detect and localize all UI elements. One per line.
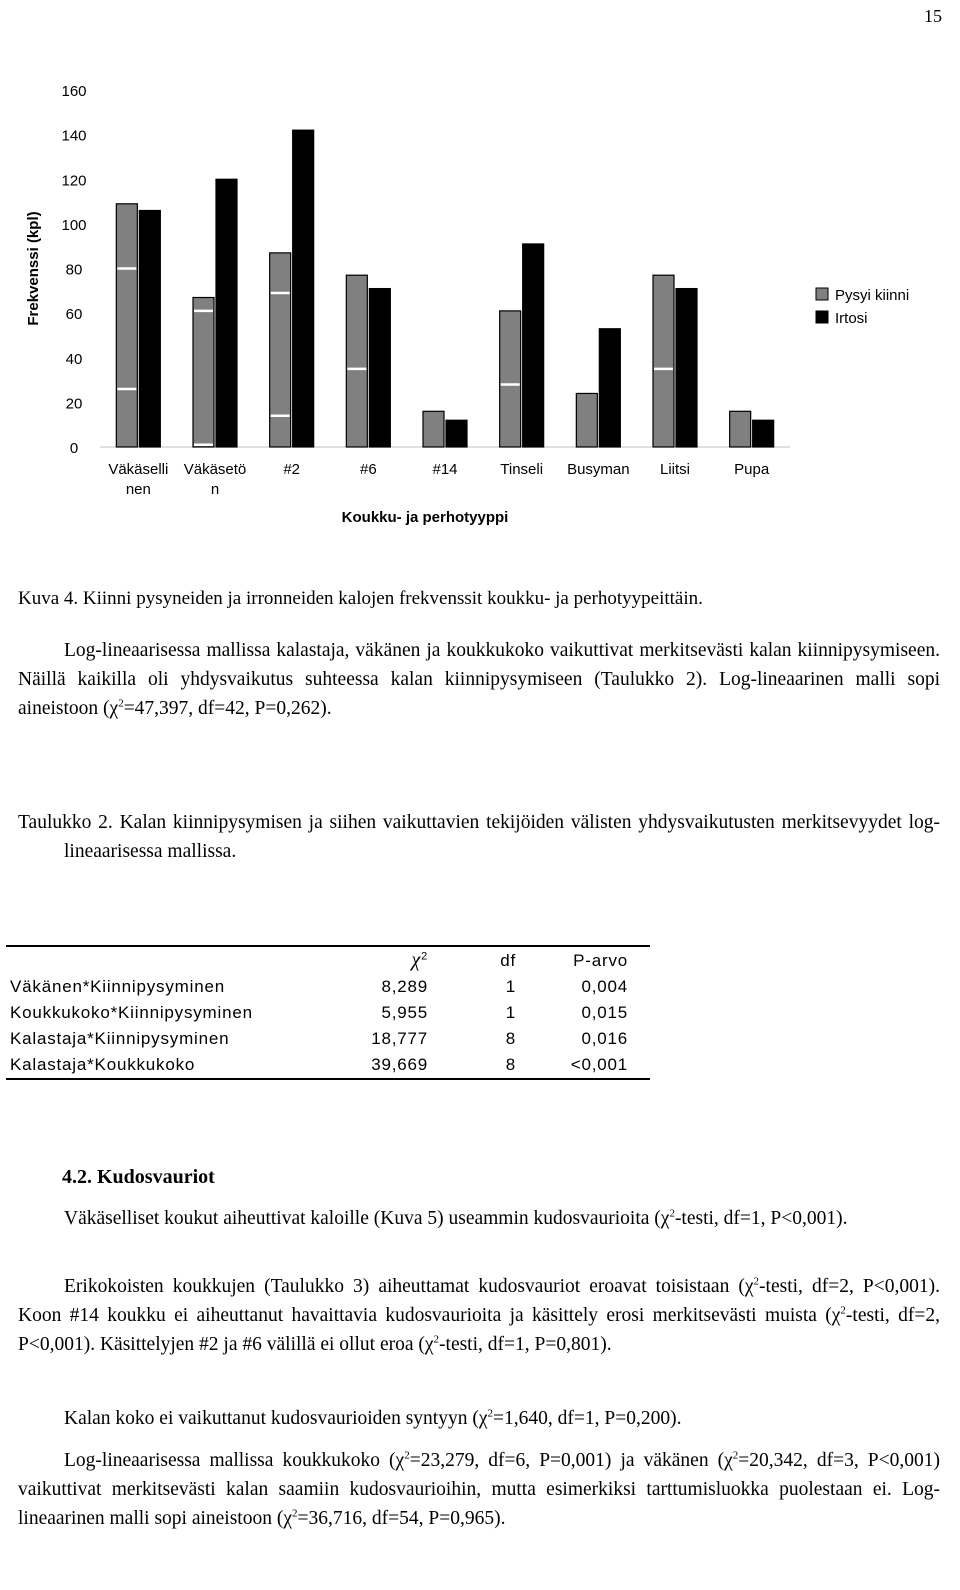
para5-sup3: 2: [292, 1507, 298, 1520]
x-tick-label: n: [210, 481, 220, 498]
table-cell-chi: 39,669: [371, 1055, 428, 1074]
para3-c: -testi, df=2, P<0,001). Käsittelyjen #2 ja #6 välillä ei ollut eroa (χ: [18, 1305, 940, 1355]
para4-b: =1,640, df=1, P=0,200).: [493, 1408, 682, 1429]
bar-pysyi-kiinni: [423, 411, 444, 447]
bar-irtosi: [599, 329, 620, 447]
paragraph-fish-size: [18, 1404, 940, 1433]
legend-label: Pysyi kiinni: [835, 287, 910, 304]
bar-irtosi: [293, 130, 314, 447]
bar-irtosi: [676, 289, 697, 447]
bar-irtosi: [369, 289, 390, 447]
bar-irtosi: [753, 420, 774, 447]
table-header-chi: [284, 946, 432, 974]
x-tick-label: Väkäsetö: [183, 461, 247, 478]
figure-caption: Kuva 4. Kiinni pysyneiden ja irronneiden kalojen frekvenssit koukku- ja perhotyypeittäin.: [18, 588, 703, 609]
table-header-p: P-arvo: [573, 950, 628, 970]
bar-pysyi-kiinni: [116, 204, 137, 447]
para2-sup: 2: [669, 1207, 675, 1220]
para2-b: -testi, df=1, P<0,001).: [674, 1208, 848, 1229]
para1-text-b: =47,397, df=42, P=0,262).: [123, 698, 332, 719]
bar-pysyi-kiinni: [730, 411, 751, 447]
para5-c: =20,342, df=3, P<0,001) vaikuttivat merkitsevästi kalan saamiin kudosvaurioihin, mutta esimerkiksi tarttumisluokka puolestaan ei. Log-lineaarinen malli sopi aineistoon (χ: [18, 1450, 941, 1529]
para5-a: Log-lineaarisessa mallissa koukkukoko (χ: [64, 1450, 405, 1471]
y-tick-label: 100: [61, 216, 87, 234]
paragraph-barbed-hooks: [18, 1204, 940, 1233]
table-row: [6, 1052, 650, 1079]
table-cell-p: <0,001: [570, 1055, 628, 1074]
section-heading: 4.2. Kudosvauriot: [62, 1166, 215, 1188]
table-cell-term: Väkänen*Kiinnipysyminen: [10, 977, 225, 996]
table-cell-p: 0,004: [581, 977, 628, 996]
table-header-row: [6, 946, 650, 974]
x-tick-label: Tinseli: [500, 461, 544, 478]
y-tick-label: 120: [61, 172, 87, 190]
table-row: [6, 1026, 650, 1052]
bar-irtosi: [216, 179, 237, 447]
y-tick-label: 0: [69, 440, 79, 457]
legend-label: Irtosi: [835, 310, 868, 327]
y-tick-label: 140: [61, 127, 87, 145]
para4-sup: 2: [487, 1407, 493, 1420]
y-tick-label: 160: [61, 83, 87, 100]
x-tick-label: Busyman: [567, 461, 630, 478]
para5-d: =36,716, df=54, P=0,965).: [297, 1508, 506, 1529]
bar-irtosi: [523, 244, 544, 447]
table-cell-chi: 8,289: [381, 977, 428, 996]
para3-sup2: 2: [840, 1304, 846, 1317]
table-cell-term: Koukkukoko*Kiinnipysyminen: [10, 1003, 253, 1022]
para2-a: Väkäselliset koukut aiheuttivat kaloille (Kuva 5) useammin kudosvaurioita (χ: [64, 1208, 670, 1229]
para3-b: -testi, df=2, P<0,001). Koon #14 koukku ei aiheuttanut havaittavia kudosvaurioita ja käsittely erosi merkitsevästi muista (χ: [18, 1276, 940, 1326]
table-row: [6, 1000, 650, 1026]
chi-sup: 2: [421, 950, 428, 963]
para5-sup1: 2: [404, 1449, 410, 1462]
bar-chart: [0, 60, 960, 540]
bar-pysyi-kiinni: [653, 275, 674, 447]
para3-sup3: 2: [433, 1333, 440, 1346]
table-cell-term: Kalastaja*Kiinnipysyminen: [10, 1029, 230, 1048]
x-tick-label: Pupa: [734, 461, 770, 478]
bar-irtosi: [139, 210, 160, 447]
bar-pysyi-kiinni: [576, 393, 597, 447]
para3-a: Erikokoisten koukkujen (Taulukko 3) aiheuttamat kudosvauriot eroavat toisistaan (χ: [64, 1276, 754, 1297]
para3-d: -testi, df=1, P=0,801).: [439, 1334, 612, 1355]
table-cell-df: 1: [505, 1003, 516, 1022]
table-cell-term: Kalastaja*Koukkukoko: [10, 1055, 196, 1074]
y-tick-label: 60: [65, 306, 83, 324]
y-tick-label: 80: [65, 261, 83, 279]
para5-b: =23,279, df=6, P=0,001) ja väkänen (χ: [409, 1450, 733, 1471]
table-header-term: [6, 946, 284, 974]
x-tick-label: #6: [359, 461, 377, 478]
table-cell-chi: 18,777: [371, 1029, 428, 1048]
legend-swatch: [816, 288, 828, 300]
table-cell-df: 8: [505, 1029, 516, 1048]
table-cell-chi: 5,955: [381, 1003, 428, 1022]
x-tick-label: #14: [432, 461, 458, 478]
bar-pysyi-kiinni: [500, 311, 521, 447]
interaction-table: [6, 945, 650, 1080]
x-tick-label: Väkäselli: [108, 461, 169, 478]
y-axis-label: Frekvenssi (kpl): [25, 211, 42, 326]
bar-irtosi: [446, 420, 467, 447]
paragraph-hook-sizes: [18, 1272, 940, 1359]
paragraph-loglinear-tissue: [18, 1446, 940, 1533]
para5-sup2: 2: [732, 1449, 739, 1462]
x-tick-label: nen: [125, 481, 151, 498]
para1-text-a: Log-lineaarisessa mallissa kalastaja, väkänen ja koukkukoko vaikuttivat merkitsevästi kalan kiinnipysymiseen. Näillä kaikilla oli yhdysvaikutus suhteessa kalan kiinnipysymiseen (Taulukko 2). Log-lineaarinen malli sopi aineistoon (χ: [18, 640, 940, 719]
page-number: 15: [924, 6, 942, 26]
table-cell-p: 0,015: [581, 1003, 628, 1022]
table-cell-df: 1: [505, 977, 516, 996]
para4-a: Kalan koko ei vaikuttanut kudosvaurioiden syntyyn (χ: [64, 1408, 488, 1429]
table-cell-df: 8: [505, 1055, 516, 1074]
legend-swatch: [816, 311, 828, 323]
x-axis-label: Koukku- ja perhotyyppi: [341, 509, 509, 526]
bar-pysyi-kiinni: [346, 275, 367, 447]
table-cell-p: 0,016: [581, 1029, 628, 1048]
x-tick-label: Liitsi: [659, 461, 691, 478]
table-caption-text: Taulukko 2. Kalan kiinnipysymisen ja siihen vaikuttavien tekijöiden välisten yhdysvaikutusten merkitsevyydet log-lineaarisessa mallissa.: [18, 812, 940, 862]
para3-sup1: 2: [753, 1275, 760, 1288]
bar-pysyi-kiinni: [270, 253, 291, 447]
table-row: [6, 974, 650, 1000]
x-tick-label: #2: [283, 461, 301, 478]
y-tick-label: 40: [65, 350, 83, 368]
table-header-df: df: [500, 950, 516, 970]
paragraph-loglinear-model: [18, 636, 940, 723]
table-caption: [18, 808, 940, 866]
chi-symbol: χ: [411, 949, 422, 971]
para1-sup: 2: [118, 697, 124, 710]
y-tick-label: 20: [65, 395, 83, 413]
bar-pysyi-kiinni: [193, 298, 214, 447]
